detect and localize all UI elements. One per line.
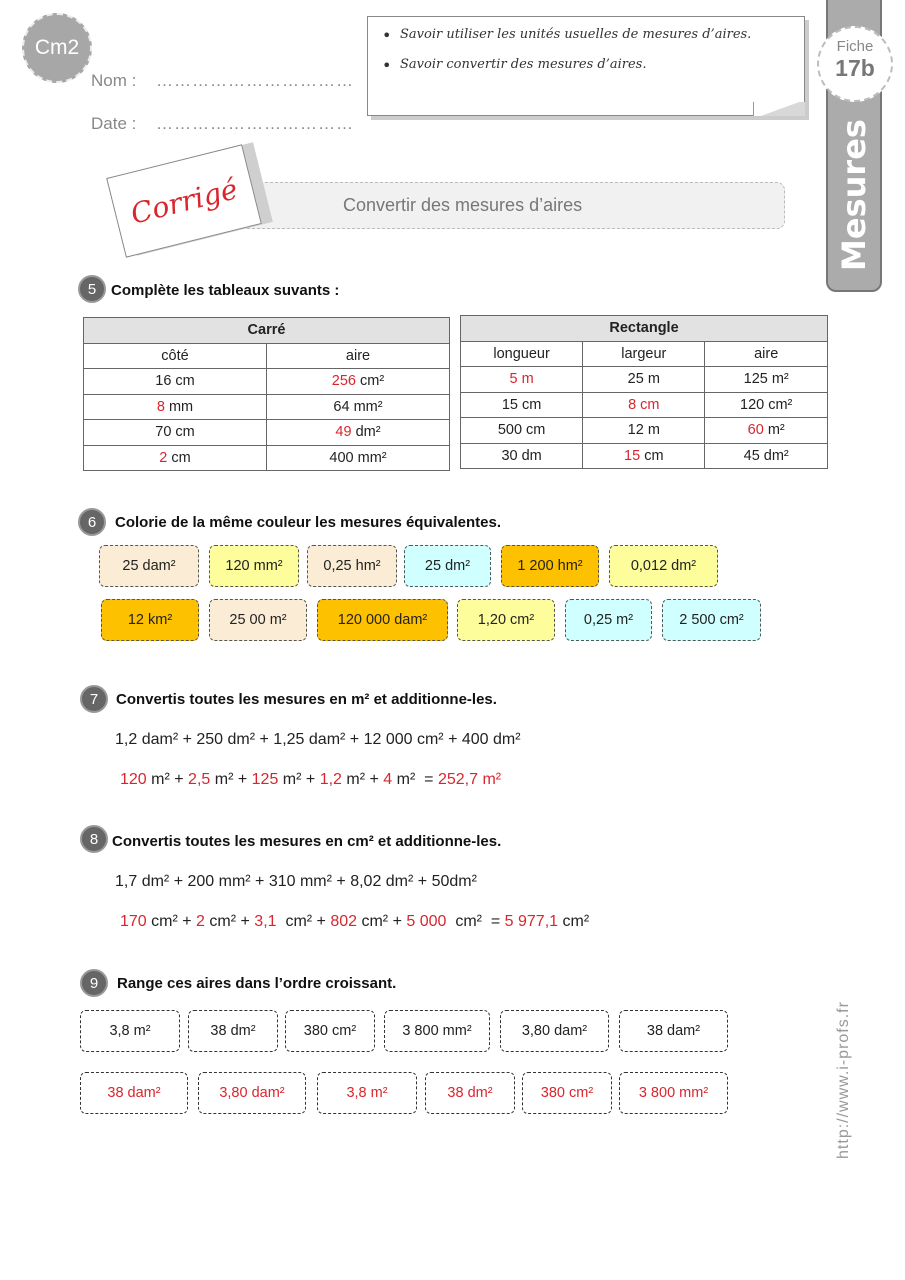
- given-value: 500 cm: [497, 422, 546, 439]
- measure-tag[interactable]: 25 00 m²: [209, 599, 307, 641]
- sorted-area-box[interactable]: 38 dam²: [80, 1072, 188, 1114]
- column-header: largeur: [583, 341, 705, 367]
- table-row: [461, 392, 828, 418]
- answer-unit: m² +: [146, 771, 189, 788]
- answer-unit: m² +: [210, 771, 252, 788]
- answer-value: 5 977,1: [504, 913, 559, 930]
- answer-unit: cm² +: [357, 913, 407, 930]
- table-cell: [583, 443, 705, 469]
- measure-tag[interactable]: 0,012 dm²: [609, 545, 718, 587]
- given-value: 30 dm: [501, 447, 542, 464]
- table-row: [84, 369, 450, 395]
- sorted-area-box[interactable]: 3,8 m²: [317, 1072, 417, 1114]
- page-fold-decoration: [753, 102, 805, 116]
- exercise-9-instruction: Range ces aires dans l’ordre croissant.: [117, 975, 397, 992]
- rectangle-table: [460, 315, 828, 469]
- table-cell: [705, 367, 828, 393]
- table-cell: [461, 392, 583, 418]
- answer-unit: cm²: [558, 913, 590, 930]
- table-cell: [461, 367, 583, 393]
- answer-value: 1,2: [319, 771, 342, 788]
- table-cell: [267, 369, 450, 395]
- table-cell: [461, 443, 583, 469]
- given-value: 70 cm: [155, 424, 195, 441]
- column-header: longueur: [461, 341, 583, 367]
- area-box[interactable]: 3,80 dam²: [500, 1010, 609, 1052]
- given-value: cm: [640, 447, 664, 464]
- table-cell: [84, 420, 267, 446]
- table-cell: [267, 445, 450, 471]
- corrige-label: Corrigé: [127, 171, 241, 231]
- objective-item: • Savoir utiliser les unités usuelles de mesures d’aires.: [382, 27, 790, 42]
- given-value: 16 cm: [155, 373, 195, 390]
- given-value: m²: [763, 422, 785, 439]
- date-dots: ……………………………: [156, 114, 354, 133]
- level-label: Cm2: [34, 36, 80, 59]
- sorted-area-box[interactable]: 380 cm²: [522, 1072, 612, 1114]
- given-value: dm²: [351, 424, 381, 441]
- table-row: [84, 445, 450, 471]
- date-field[interactable]: [91, 114, 354, 134]
- measure-tag[interactable]: 25 dam²: [99, 545, 199, 587]
- answer-unit: cm² +: [146, 913, 197, 930]
- answer-value: 252,7 m²: [437, 771, 502, 788]
- given-value: 125 m²: [743, 371, 789, 388]
- answer-value: 120: [120, 771, 147, 788]
- measure-tag[interactable]: 12 km²: [101, 599, 199, 641]
- nom-dots: ……………………………: [156, 71, 354, 90]
- measure-tag[interactable]: 1 200 hm²: [501, 545, 599, 587]
- answer-unit: cm² +: [204, 913, 255, 930]
- measure-tag[interactable]: 0,25 m²: [565, 599, 652, 641]
- area-box[interactable]: 38 dm²: [188, 1010, 278, 1052]
- answer-value: 5 000: [406, 913, 447, 930]
- subject-label-wrap: [826, 110, 882, 280]
- table-row: [461, 367, 828, 393]
- worksheet-title: Convertir des mesures d’aires: [343, 195, 583, 215]
- exercise-8-answer: [120, 913, 589, 931]
- answer-unit: m² =: [392, 771, 438, 788]
- table-cell: [583, 392, 705, 418]
- answer-value: 802: [330, 913, 358, 930]
- answer-value: 60: [747, 422, 764, 439]
- measure-tag[interactable]: 120 mm²: [209, 545, 299, 587]
- table-cell: [267, 394, 450, 420]
- answer-value: 2: [159, 449, 168, 466]
- answer-unit: cm² =: [446, 913, 505, 930]
- table-cell: [461, 418, 583, 444]
- table-cell: [705, 418, 828, 444]
- fiche-number: 17b: [835, 55, 875, 81]
- nom-label: Nom :: [91, 71, 137, 90]
- given-value: 400 mm²: [329, 449, 387, 466]
- table-cell: [84, 445, 267, 471]
- date-label: Date :: [91, 114, 137, 133]
- answer-unit: m² +: [278, 771, 320, 788]
- table-row: [84, 420, 450, 446]
- answer-value: 3,1: [254, 913, 277, 930]
- answer-value: 49: [335, 424, 352, 441]
- answer-value: 256: [331, 373, 356, 390]
- table-row: [461, 443, 828, 469]
- nom-field[interactable]: [91, 71, 354, 91]
- answer-value: 8: [156, 398, 165, 415]
- subject-label: Mesures: [835, 119, 873, 271]
- exercise-number-8: 8: [80, 825, 108, 853]
- answer-value: 2: [196, 913, 205, 930]
- exercise-8-expression: 1,7 dm² + 200 mm² + 310 mm² + 8,02 dm² + 50dm²: [115, 873, 477, 890]
- exercise-7-expression: 1,2 dam² + 250 dm² + 1,25 dam² + 12 000 cm² + 400 dm²: [115, 731, 521, 748]
- column-header: aire: [267, 343, 450, 369]
- given-value: 12 m: [627, 422, 660, 439]
- table-row: [84, 394, 450, 420]
- measure-tag[interactable]: 25 dm²: [404, 545, 491, 587]
- given-value: 64 mm²: [333, 398, 383, 415]
- answer-unit: cm² +: [276, 913, 331, 930]
- given-value: cm²: [356, 373, 385, 390]
- exercise-number-5: 5: [78, 275, 106, 303]
- measure-tag[interactable]: 1,20 cm²: [457, 599, 555, 641]
- worksheet-title-bar: [232, 182, 785, 229]
- answer-value: 2,5: [188, 771, 211, 788]
- table-cell: [705, 392, 828, 418]
- given-value: cm: [167, 449, 191, 466]
- table-cell: [84, 369, 267, 395]
- table-cell: [84, 394, 267, 420]
- fiche-badge: [817, 26, 893, 102]
- answer-value: 170: [120, 913, 147, 930]
- measure-tag[interactable]: 2 500 cm²: [662, 599, 761, 641]
- exercise-7-instruction: Convertis toutes les mesures en m² et additionne-les.: [116, 691, 497, 708]
- exercise-number-7: 7: [80, 685, 108, 713]
- answer-value: 125: [251, 771, 279, 788]
- sorted-area-box[interactable]: 3,80 dam²: [198, 1072, 306, 1114]
- objectives-box: [367, 16, 805, 116]
- answer-value: 8 cm: [628, 396, 660, 413]
- answer-unit: m² +: [341, 771, 384, 788]
- corrige-stamp: [106, 144, 262, 257]
- table-cell: [583, 367, 705, 393]
- sorted-area-box[interactable]: 38 dm²: [425, 1072, 515, 1114]
- exercise-8-instruction: Convertis toutes les mesures en cm² et additionne-les.: [112, 833, 502, 850]
- measure-tag[interactable]: 0,25 hm²: [307, 545, 397, 587]
- given-value: 45 dm²: [743, 447, 789, 464]
- given-value: 15 cm: [501, 396, 542, 413]
- area-box[interactable]: 380 cm²: [285, 1010, 375, 1052]
- objective-item: • Savoir convertir des mesures d’aires.: [382, 57, 790, 72]
- measure-tag[interactable]: 120 000 dam²: [317, 599, 448, 641]
- given-value: mm: [164, 398, 194, 415]
- exercise-number-6: 6: [78, 508, 106, 536]
- table-cell: [583, 418, 705, 444]
- answer-value: 5 m: [509, 371, 534, 388]
- column-header: côté: [84, 343, 267, 369]
- area-box[interactable]: 38 dam²: [619, 1010, 728, 1052]
- table-cell: [705, 443, 828, 469]
- fiche-label: Fiche: [836, 38, 874, 55]
- answer-value: 15: [624, 447, 641, 464]
- answer-value: 4: [383, 771, 393, 788]
- exercise-7-answer: [120, 771, 501, 789]
- area-box[interactable]: 3,8 m²: [80, 1010, 180, 1052]
- exercise-number-9: 9: [80, 969, 108, 997]
- sorted-area-box[interactable]: 3 800 mm²: [619, 1072, 728, 1114]
- table-row: [461, 418, 828, 444]
- table-cell: [267, 420, 450, 446]
- rectangle-title: Rectangle: [461, 316, 828, 342]
- carre-title: Carré: [84, 318, 450, 344]
- carre-table: [83, 317, 450, 471]
- column-header: aire: [705, 341, 828, 367]
- area-box[interactable]: 3 800 mm²: [384, 1010, 490, 1052]
- given-value: 120 cm²: [740, 396, 793, 413]
- given-value: 25 m: [627, 371, 660, 388]
- site-url: http://www.i-profs.fr: [835, 1001, 853, 1159]
- exercise-6-instruction: Colorie de la même couleur les mesures équivalentes.: [115, 514, 501, 531]
- level-badge: [22, 13, 92, 83]
- exercise-5-instruction: Complète les tableaux suvants :: [111, 282, 340, 299]
